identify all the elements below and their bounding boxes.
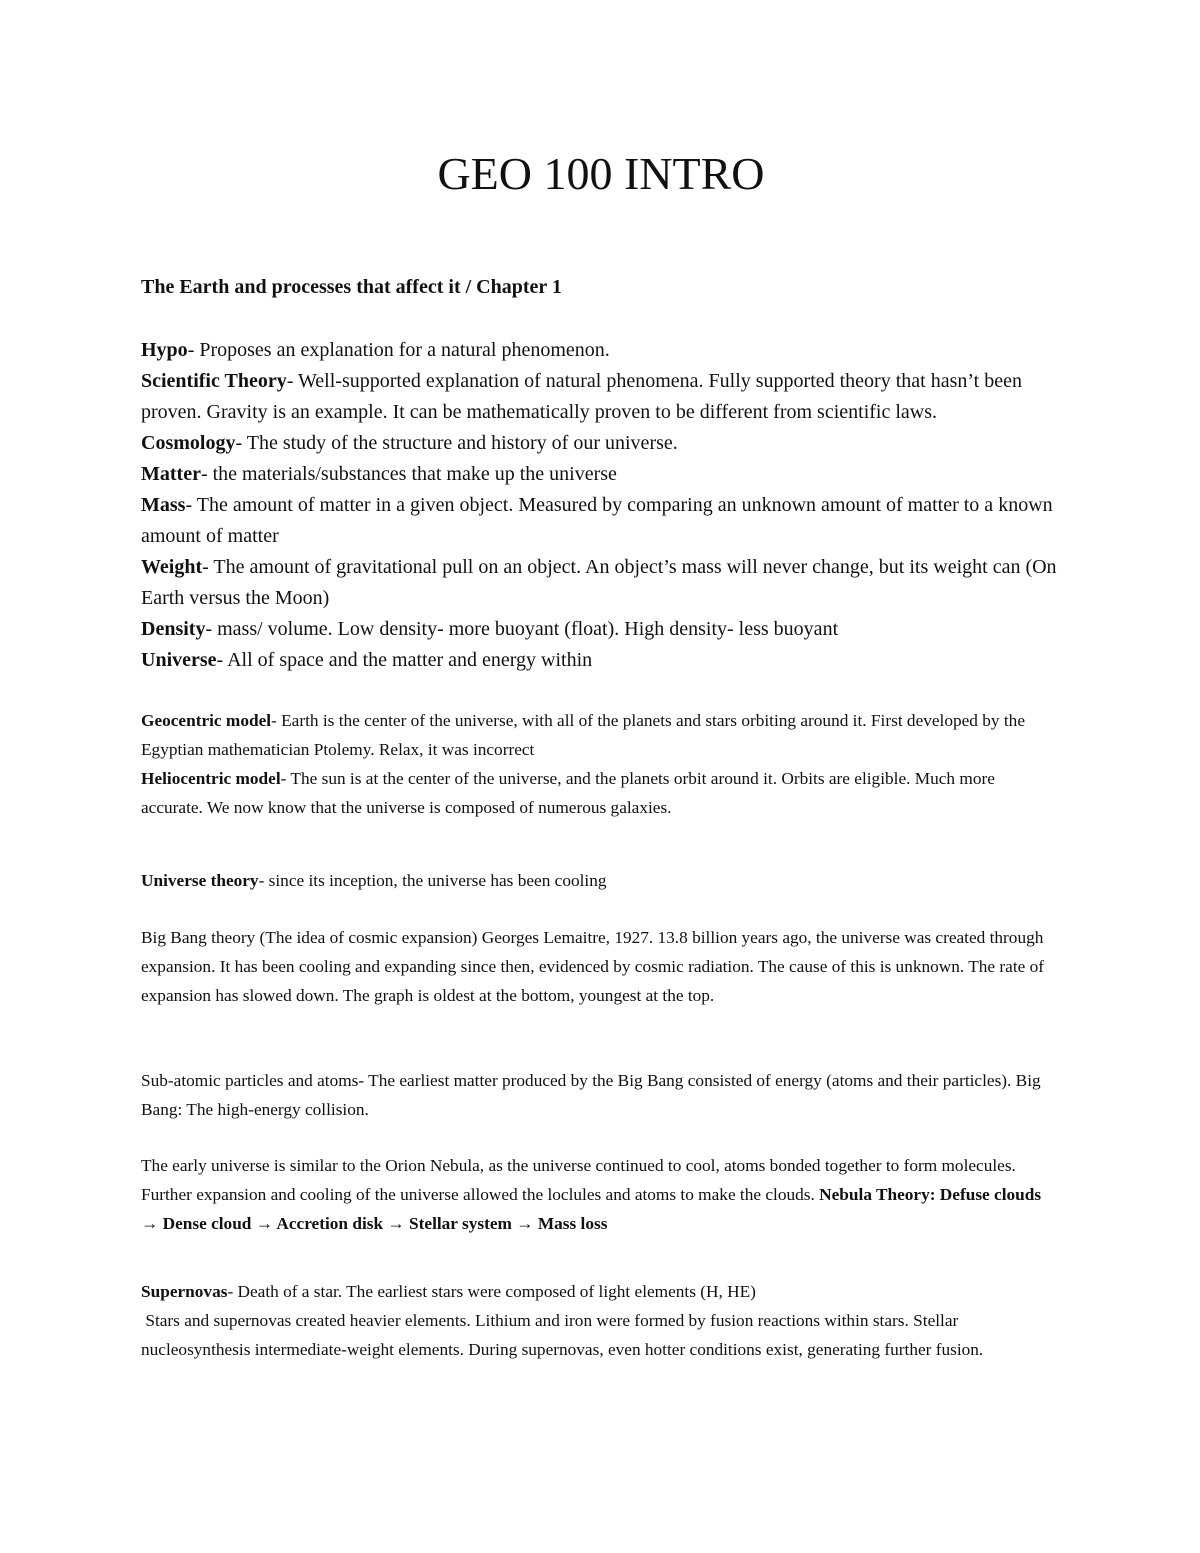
definition-text: - The amount of gravitational pull on an object. An object’s mass will never change, but its weight can (On Earth versus the Moon) bbox=[141, 556, 1057, 609]
definition-term: Mass bbox=[141, 494, 186, 516]
definition-term: Cosmology bbox=[141, 432, 236, 454]
definition-scientific-theory bbox=[141, 366, 1061, 428]
definition-term: Heliocentric model bbox=[141, 769, 281, 788]
big-bang-paragraph: Big Bang theory (The idea of cosmic expansion) Georges Lemaitre, 1927. 13.8 billion years ago, the universe was created through expansion. It has been cooling and expanding since then, evidenced by cosmic radiation. The cause of this is unknown. The rate of expansion has slowed down. The graph is oldest at the bottom, youngest at the top. bbox=[141, 928, 1045, 1006]
definition-text: - The amount of matter in a given object. Measured by comparing an unknown amount of matter to a known amount of matter bbox=[141, 494, 1053, 547]
subatomic-paragraph: Sub-atomic particles and atoms- The earliest matter produced by the Big Bang consisted of energy (atoms and their particles). Big Bang: The high-energy collision. bbox=[141, 1071, 1041, 1120]
definitions-list bbox=[141, 335, 1061, 676]
definition-text: - The study of the structure and history of our universe. bbox=[235, 432, 678, 454]
definition-term: Supernovas bbox=[141, 1282, 228, 1301]
definition-universe bbox=[141, 645, 1061, 676]
supernovas-paragraph bbox=[141, 1277, 1061, 1364]
definition-cosmology bbox=[141, 428, 1061, 459]
definition-text: - Earth is the center of the universe, with all of the planets and stars orbiting around it. First developed by the Egyptian mathematician Ptolemy. Relax, it was incorrect bbox=[141, 711, 1025, 759]
document-title: GEO 100 INTRO bbox=[437, 148, 765, 199]
definition-term: Scientific Theory bbox=[141, 370, 287, 392]
definition-text: - Proposes an explanation for a natural phenomenon. bbox=[187, 339, 610, 361]
universe-theory-paragraph bbox=[141, 866, 1061, 895]
definition-term: Universe theory bbox=[141, 871, 259, 891]
definition-text: - The sun is at the center of the universe, and the planets orbit around it. Orbits are eligible. Much more accurate. We now know that the universe is composed of numerous galaxies. bbox=[141, 769, 995, 817]
definition-text: - Death of a star. The earliest stars were composed of light elements (H, HE) bbox=[227, 1282, 756, 1301]
definition-text: - mass/ volume. Low density- more buoyant (float). High density- less buoyant bbox=[205, 618, 839, 640]
definition-term: Hypo bbox=[141, 339, 188, 361]
definition-term: Geocentric model bbox=[141, 711, 272, 730]
definition-term: Weight bbox=[141, 556, 203, 578]
definition-hypo bbox=[141, 335, 1061, 366]
definition-term: Density bbox=[141, 618, 206, 640]
chapter-subtitle: The Earth and processes that affect it / Chapter 1 bbox=[141, 276, 562, 298]
definition-mass bbox=[141, 490, 1061, 552]
definition-matter bbox=[141, 459, 1061, 490]
definition-heliocentric-model bbox=[141, 764, 1061, 822]
early-universe-paragraph bbox=[141, 1151, 1061, 1238]
definition-text: - the materials/substances that make up the universe bbox=[200, 463, 617, 485]
definition-geocentric-model bbox=[141, 706, 1061, 764]
definition-term: Universe bbox=[141, 649, 217, 671]
model-definitions bbox=[141, 706, 1061, 822]
definition-text: - since its inception, the universe has been cooling bbox=[258, 871, 607, 891]
supernovas-definition bbox=[141, 1277, 1061, 1306]
supernovas-continuation: Stars and supernovas created heavier elements. Lithium and iron were formed by fusion reactions within stars. Stellar nucleosynthesis intermediate-weight elements. During supernovas, even hotter conditions exist, generating further fusion. bbox=[141, 1311, 984, 1359]
definition-text: - All of space and the matter and energy within bbox=[216, 649, 593, 671]
definition-term: Matter bbox=[141, 463, 201, 485]
definition-weight bbox=[141, 552, 1061, 614]
definition-text: - Well-supported explanation of natural phenomena. Fully supported theory that hasn’t been proven. Gravity is an example. It can be mathematically proven to be different from scientific laws. bbox=[141, 370, 1022, 423]
paragraph-text: The early universe is similar to the Orion Nebula, as the universe continued to cool, atoms bonded together to form molecules. Further expansion and cooling of the universe allowed the loclules and atoms to make the clouds. bbox=[141, 1156, 1016, 1205]
definition-density bbox=[141, 614, 1061, 645]
nebula-theory-sequence: Nebula Theory: Defuse clouds → Dense cloud → Accretion disk → Stellar system → Mass loss bbox=[141, 1185, 1042, 1234]
